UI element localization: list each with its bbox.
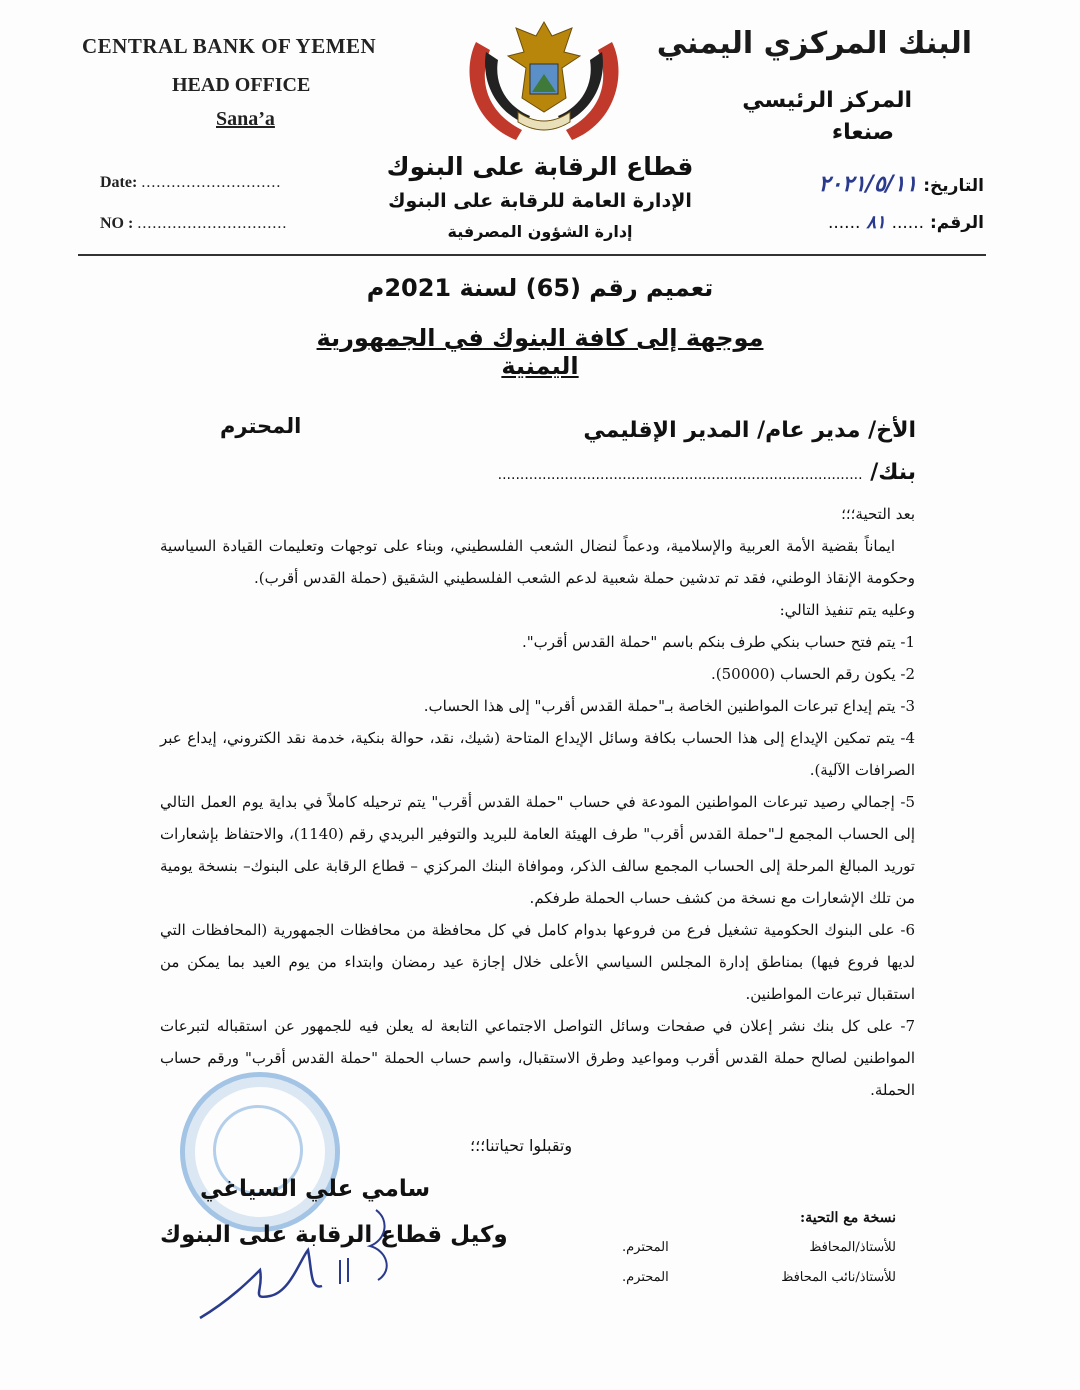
date-value: ٢٠٢١/٥/١١ bbox=[818, 172, 918, 197]
list-item: 7- على كل بنك نشر إعلان في صفحات وسائل التواصل الاجتماعي التابعة له يعلن فيه للجمهور عن استقباله لتبرعات المواطنين لصالح حملة القدس أقرب ومواعيد وطرق الاستقبال، واسم حساب الحملة "حملة القدس أقرب" ورقم حساب الحملة. bbox=[160, 1017, 915, 1099]
sector-title: قطاع الرقابة على البنوك bbox=[386, 152, 694, 181]
no-label-en: NO : bbox=[100, 215, 134, 232]
document-page: CENTRAL BANK OF YEMEN HEAD OFFICE Sana’a Date: ............................ NO : .............................. البنك المركزي اليمني المركز الرئيسي صنعاء التاريخ: ٢٠٢١/٥/١١ الرقم: ...... ٨١ ...... قطاع الرقابة على البنوك الإدارة العامة للرقابة على البنوك إدارة الشؤون المصرفية تعميم رقم (65) لسنة 2021م موجهة إلى كافة البنوك في الجمهورية اليمنية الأخ/ مدير عام/ المدير الإقليمي المحترم بنك/ .................................................................................. بعد التحية؛؛؛ ايماناً بقضية الأمة العربية والإسلامية، ودعماً لنضال الشعب الفلسطيني، وبناء على توجهات وتعليمات القيادة السياسية وحكومة الإنقاذ الوطني، فقد تم تدشين حملة شعبية لدعم الشعب الفلسطيني الشقيق (حملة القدس أقرب). وعليه يتم تنفيذ التالي: 1- يتم فتح حساب بنكي طرف بنكم باسم "حملة القدس أقرب". 2- يكون رقم الحساب (50000). 3- يتم إيداع تبرعات المواطنين الخاصة بـ"حملة القدس أقرب" إلى هذا الحساب. 4- يتم تمكين الإيداع إلى هذا الحساب بكافة وسائل الإيداع المتاحة (شيك، نقد، حوالة بنكية، خدمة نقد الكتروني، إيداع عبر الصرافات الآلية). 5- إجمالي رصيد تبرعات المواطنين المودعة في حساب "حملة القدس أقرب" يتم ترحيله كاملاً في بداية يوم العمل التالي إلى الحساب المجمع لـ"حملة القدس أقرب" طرف الهيئة العامة للبريد والتوفير البريدي رقم (1140)، والاحتفاظ بإشعارات توريد المبالغ المرحلة إلى الحساب المجمع سالف الذكر، وموافاة البنك المركزي – قطاع الرقابة على البنوك– بنسخة يومية من تلك الإشعارات مع نسخة من كشف حساب الحملة طرفكم. 6- على البنوك الحكومية تشغيل فرع من فروعها بدوام كامل في كل محافظة من محافظات الجمهورية (المحافظات التي لديها فروع فيها) بمناطق إدارة المجلس السياسي الأعلى خلال إجازة عيد رمضان وابتداء من يوم العيد بما يمكن من استقبال تبرعات المواطنين. 7- على كل بنك نشر إعلان في صفحات وسائل التواصل الاجتماعي التابعة له يعلن فيه للجمهور عن استقباله لتبرعات المواطنين لصالح حملة القدس أقرب ومواعيد وطرق الاستقبال، واسم حساب الحملة "حملة القدس أقرب" ورقم حساب الحملة. وتقبلوا تحياتنا؛؛؛ سامي علي السياغي وكيل قطاع الرقابة على البنوك نسخة مع التحية: للأستاذ/المحافظ المحترم. للأستاذ/نائب المحافظ المحترم. bbox=[0, 0, 1080, 1390]
addressed-to: موجهة إلى كافة البنوك في الجمهورية اليمنية bbox=[316, 324, 764, 380]
copy-respected-1: المحترم. bbox=[622, 1240, 669, 1255]
bank-name-en: CENTRAL BANK OF YEMEN bbox=[82, 34, 377, 58]
no-label-ar: الرقم: bbox=[929, 213, 984, 233]
head-office-en: HEAD OFFICE bbox=[172, 74, 311, 96]
yemen-emblem-icon bbox=[456, 12, 632, 152]
head-office-ar: المركز الرئيسي bbox=[742, 88, 912, 113]
header-divider bbox=[78, 254, 986, 256]
copy-recipient-2: للأستاذ/نائب المحافظ bbox=[781, 1270, 896, 1285]
department-title: الإدارة العامة للرقابة على البنوك bbox=[388, 190, 692, 212]
intro-paragraph: ايماناً بقضية الأمة العربية والإسلامية، ودعماً لنضال الشعب الفلسطيني، وبناء على توجهات وتعليمات القيادة السياسية وحكومة الإنقاذ الوطني، فقد تم تدشين حملة شعبية لدعم الشعب الفلسطيني الشقيق (حملة القدس أقرب). bbox=[160, 537, 915, 587]
list-item: 4- يتم تمكين الإيداع إلى هذا الحساب بكافة وسائل الإيداع المتاحة (شيك، نقد، حوالة بنكية، خدمة نقد الكتروني، إيداع عبر الصرافات الآلية). bbox=[160, 729, 915, 779]
copy-respected-2: المحترم. bbox=[622, 1270, 669, 1285]
greeting: بعد التحية؛؛؛ bbox=[841, 505, 915, 523]
recipient-title: الأخ/ مدير عام/ المدير الإقليمي bbox=[583, 418, 916, 443]
bank-name-ar: البنك المركزي اليمني bbox=[656, 26, 972, 61]
list-item: 2- يكون رقم الحساب (50000). bbox=[711, 665, 915, 683]
city-en: Sana’a bbox=[216, 108, 275, 130]
signatory-name: سامي علي السياغي bbox=[200, 1176, 431, 1202]
city-ar: صنعاء bbox=[831, 120, 894, 145]
copies-heading: نسخة مع التحية: bbox=[800, 1210, 896, 1226]
list-item: 5- إجمالي رصيد تبرعات المواطنين المودعة في حساب "حملة القدس أقرب" يتم ترحيله كاملاً في بداية يوم العمل التالي إلى الحساب المجمع لـ"حملة القدس أقرب" طرف الهيئة العامة للبريد والتوفير البريدي رقم (1140)، والاحتفاظ بإشعارات توريد المبالغ المرحلة إلى الحساب المجمع سالف الذكر، وموافاة البنك المركزي – قطاع الرقابة على البنوك– بنسخة يومية من تلك الإشعارات مع نسخة من كشف حساب الحملة طرفكم. bbox=[160, 793, 915, 907]
bank-label: بنك/ bbox=[870, 460, 916, 485]
date-label-ar: التاريخ: bbox=[923, 176, 984, 196]
division-title: إدارة الشؤون المصرفية bbox=[447, 222, 633, 241]
letter-body bbox=[160, 498, 915, 1106]
circular-title: تعميم رقم (65) لسنة 2021م bbox=[366, 274, 714, 302]
list-item: 1- يتم فتح حساب بنكي طرف بنكم باسم "حملة القدس أقرب". bbox=[522, 633, 915, 651]
list-item: 6- على البنوك الحكومية تشغيل فرع من فروعها بدوام كامل في كل محافظة من محافظات الجمهورية (المحافظات التي لديها فروع فيها) بمناطق إدارة المجلس السياسي الأعلى خلال إجازة عيد رمضان وابتداء من يوم العيد بما يمكن من استقبال تبرعات المواطنين. bbox=[160, 921, 915, 1003]
date-label-en: Date: bbox=[100, 174, 138, 191]
handwritten-signature-icon bbox=[190, 1200, 420, 1330]
respected-label: المحترم bbox=[220, 414, 302, 438]
copy-recipient-1: للأستاذ/المحافظ bbox=[809, 1240, 896, 1255]
closing-line: وتقبلوا تحياتنا؛؛؛ bbox=[470, 1136, 573, 1155]
signatory-position: وكيل قطاع الرقابة على البنوك bbox=[160, 1222, 508, 1248]
no-value: ٨١ bbox=[866, 212, 886, 233]
lead-line: وعليه يتم تنفيذ التالي: bbox=[779, 601, 915, 619]
list-item: 3- يتم إيداع تبرعات المواطنين الخاصة بـ"حملة القدس أقرب" إلى هذا الحساب. bbox=[423, 697, 915, 715]
